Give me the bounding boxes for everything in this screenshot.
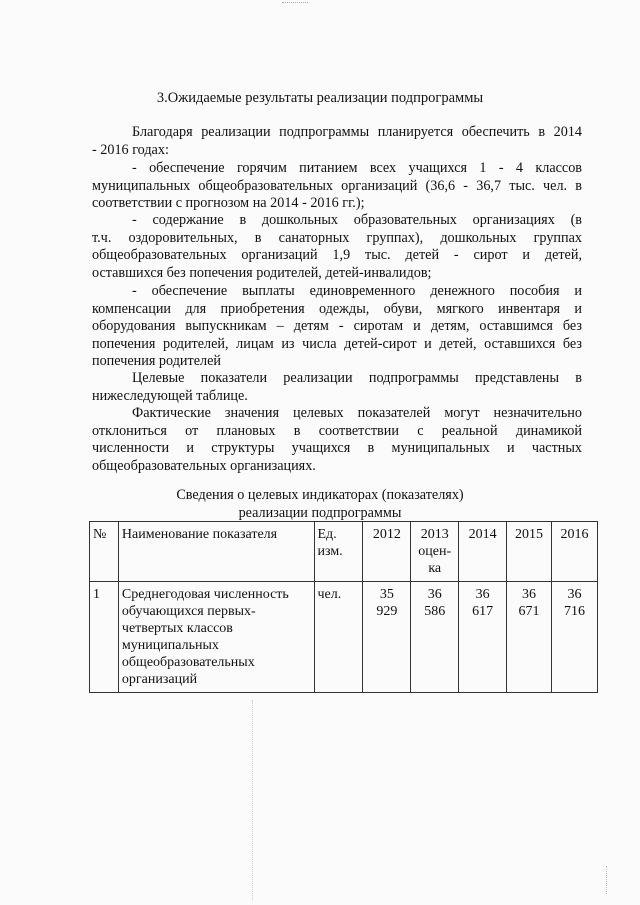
paragraph-line: Целевые показатели реализации подпрограммы представлены в xyxy=(132,370,582,386)
section-heading: 3.Ожидаемые результаты реализации подпрограммы xyxy=(156,90,484,106)
item-line: общеобразовательных организаций 1,9 тыс. детей - сирот и детей, xyxy=(92,247,582,263)
scan-mark xyxy=(282,2,308,4)
item-line: соответствии с прогнозом на 2014 - 2016 гг.); xyxy=(92,195,365,211)
item-hot-meals xyxy=(92,160,582,213)
table-row xyxy=(90,582,598,693)
item-preschool-maintenance xyxy=(92,212,582,282)
cell-name: Среднегодовая численность обучающихся первых- четвертых классов муниципальных общеобразовательных организаций xyxy=(118,582,314,693)
table-caption xyxy=(0,487,640,522)
paragraph-line: общеобразовательных организациях. xyxy=(92,457,316,474)
cell-2012: 35 929 xyxy=(363,582,411,693)
intro-line: - 2016 годах: xyxy=(92,141,169,158)
item-line: попечения родителей, лицам из числа детей-сирот и детей, оставшихся без xyxy=(92,335,582,352)
header-name: Наименование показателя xyxy=(118,522,314,582)
item-line: т.ч. оздоровительных, в санаторных группах), дошкольных группах xyxy=(92,229,582,246)
header-num: № xyxy=(90,522,119,582)
caption-line: реализации подпрограммы xyxy=(238,504,402,521)
item-line: компенсации для приобретения одежды, обуви, мягкого инвентаря и xyxy=(92,300,582,317)
cell-num: 1 xyxy=(90,582,119,693)
targets-paragraph xyxy=(92,370,582,405)
item-line: муниципальных общеобразовательных организаций (36,6 - 36,7 тыс. чел. в xyxy=(92,177,582,194)
item-line: оставшихся без попечения родителей, детей-инвалидов; xyxy=(92,264,432,281)
caption-line: Сведения о целевых индикаторах (показателях) xyxy=(176,487,464,503)
cell-unit: чел. xyxy=(314,582,363,693)
header-2015: 2015 xyxy=(507,522,552,582)
table-header-row xyxy=(90,522,598,582)
intro-line: Благодаря реализации подпрограммы планируется обеспечить в 2014 xyxy=(132,124,582,140)
item-payments xyxy=(92,283,582,371)
header-2013: 2013 оцен- ка xyxy=(411,522,459,582)
item-line: - обеспечение выплаты единовременного денежного пособия и xyxy=(132,283,582,299)
scan-fold-line xyxy=(252,700,254,900)
paragraph-line: нижеследующей таблице. xyxy=(92,387,248,404)
header-2014: 2014 xyxy=(459,522,507,582)
paragraph-line: численности и структуры учащихся в муниципальных и частных xyxy=(92,440,582,456)
cell-2014: 36 617 xyxy=(459,582,507,693)
item-line: попечения родителей xyxy=(92,353,221,369)
header-2012: 2012 xyxy=(363,522,411,582)
indicators-table xyxy=(89,521,598,693)
paragraph-line: отклониться от плановых в соответствии с реальной динамикой xyxy=(92,422,582,439)
header-unit: Ед. изм. xyxy=(314,522,363,582)
scan-mark xyxy=(606,866,608,894)
cell-2016: 36 716 xyxy=(552,582,598,693)
paragraph-line: Фактические значения целевых показателей могут незначительно xyxy=(132,405,582,421)
item-line: - содержание в дошкольных образовательных организациях (в xyxy=(132,212,582,228)
cell-2013: 36 586 xyxy=(411,582,459,693)
item-line: - обеспечение горячим питанием всех учащихся 1 - 4 классов xyxy=(132,160,582,176)
header-2016: 2016 xyxy=(552,522,598,582)
item-line: оборудования выпускникам – детям - сиротам и детям, оставшимся без xyxy=(92,318,582,334)
intro-paragraph xyxy=(92,124,582,159)
actual-values-paragraph xyxy=(92,405,582,475)
cell-2015: 36 671 xyxy=(507,582,552,693)
